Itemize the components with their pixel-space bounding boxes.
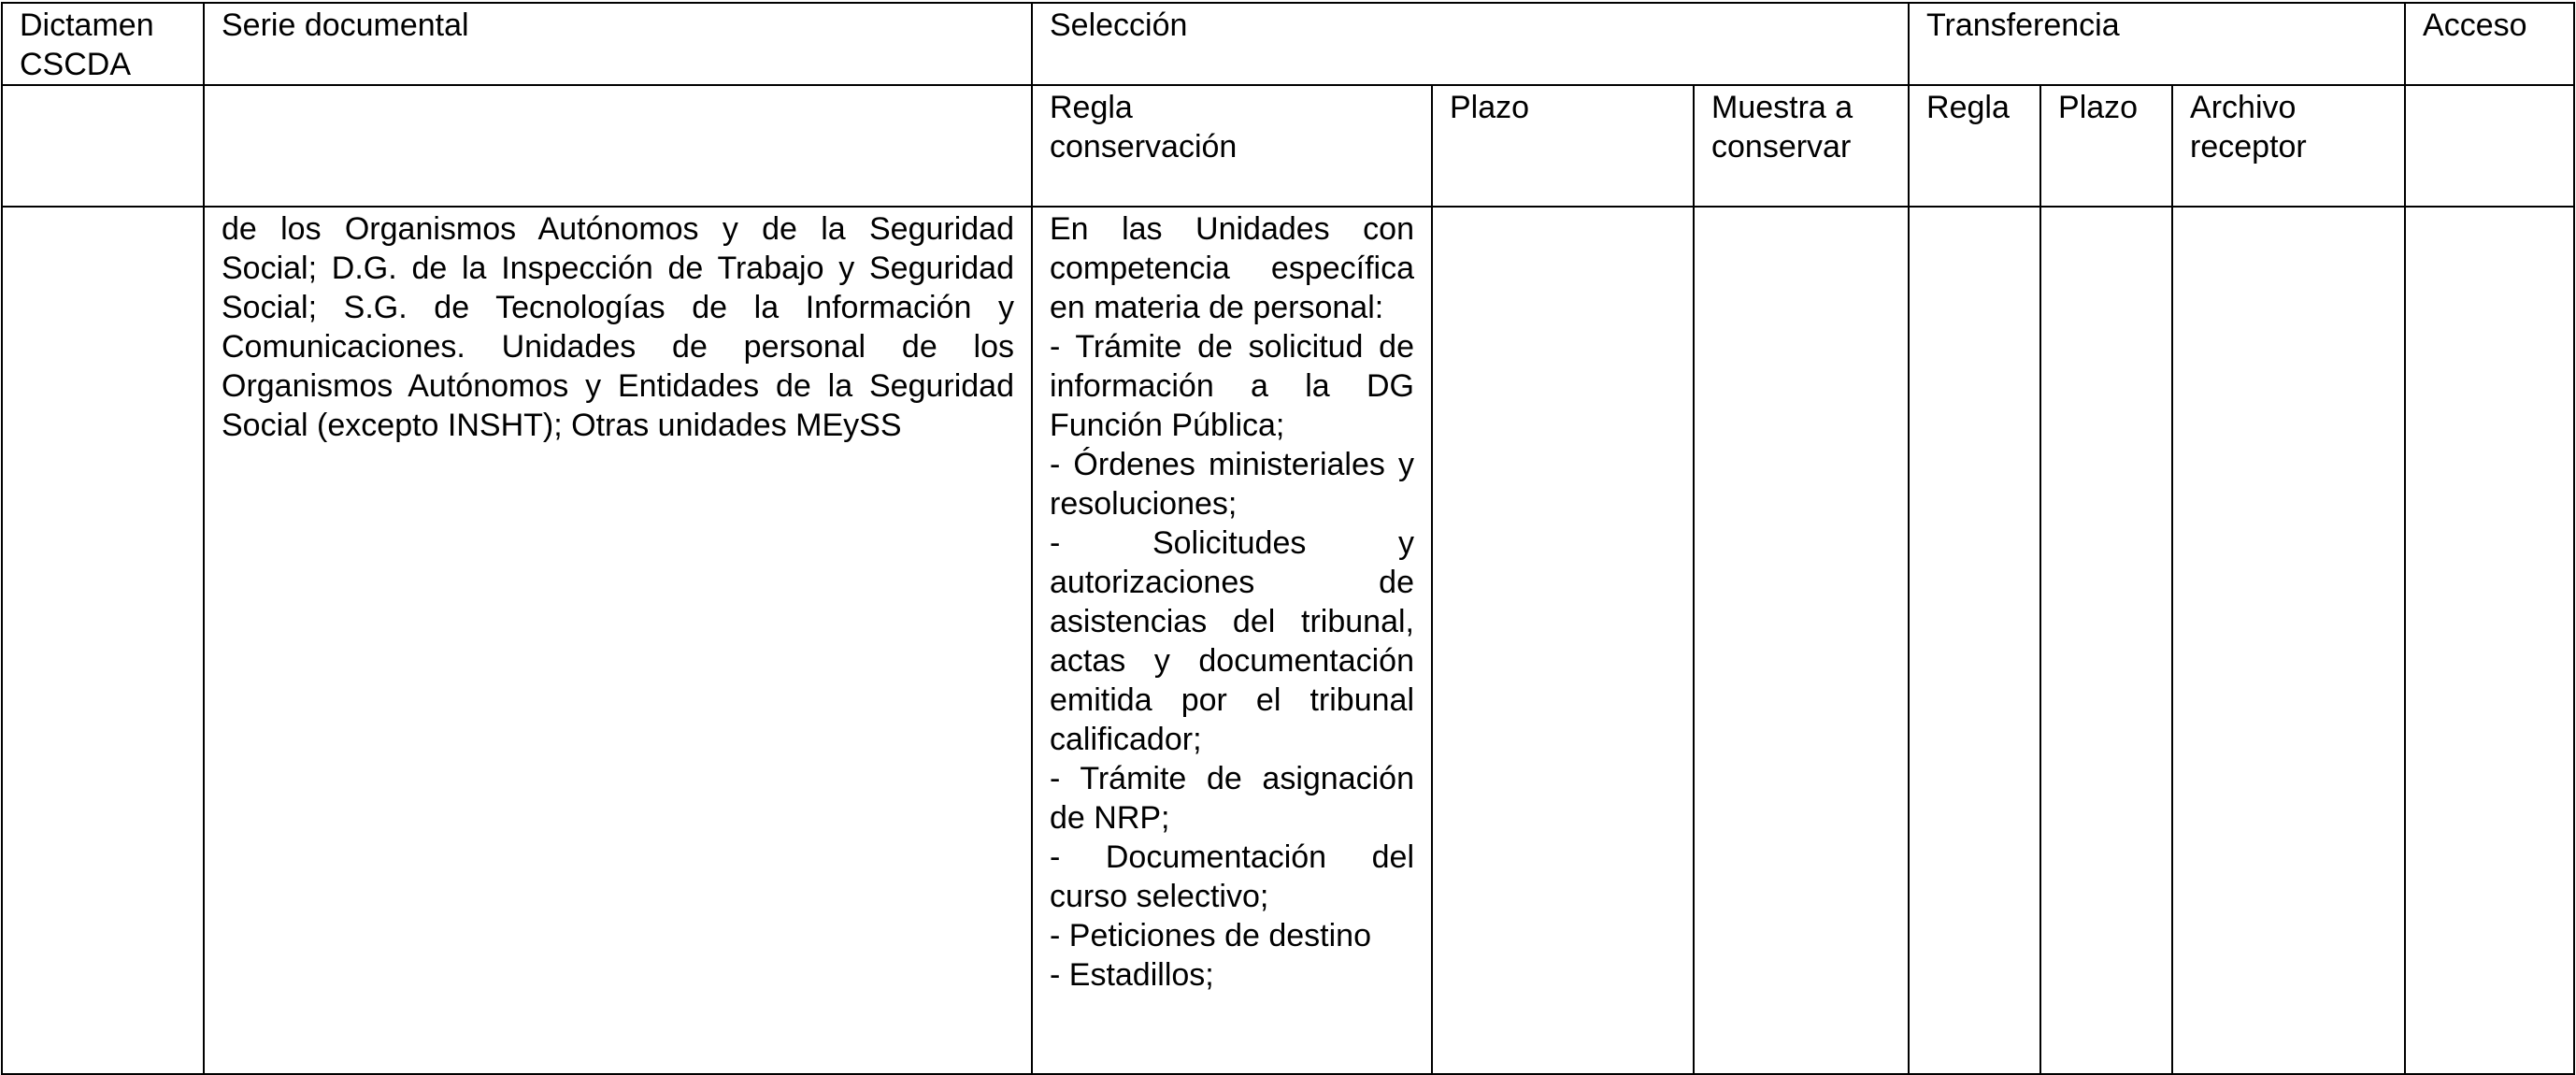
regla-item: - Peticiones de destino xyxy=(1050,918,1371,953)
subheader-muestra-conservar xyxy=(1694,85,1909,207)
header-row-2 xyxy=(2,85,2574,207)
subheader-regla-conservacion-label: Regla conservación xyxy=(1050,90,1238,165)
subheader-plazo-transferencia xyxy=(2040,85,2172,207)
regla-item: - Trámite de asignación de NRP; xyxy=(1050,761,1414,836)
records-table xyxy=(1,2,2575,1075)
subheader-plazo-transferencia-label: Plazo xyxy=(2058,90,2139,125)
body-plazo-seleccion-cell xyxy=(1432,207,1694,1074)
header-dictamen-cscda xyxy=(2,3,204,85)
body-plazo-transferencia-cell xyxy=(2040,207,2172,1074)
regla-item: En las Unidades con competencia específica en materia de personal: xyxy=(1050,211,1414,325)
header-transferencia-label: Transferencia xyxy=(1926,7,2120,43)
body-archivo-receptor-cell xyxy=(2172,207,2405,1074)
subheader-regla-transferencia-label: Regla xyxy=(1926,90,2010,125)
subheader-empty-dictamen xyxy=(2,85,204,207)
subheader-regla-conservacion xyxy=(1032,85,1432,207)
regla-item: - Trámite de solicitud de información a la DG Función Pública; xyxy=(1050,329,1414,443)
subheader-archivo-receptor xyxy=(2172,85,2405,207)
regla-item: - Documentación del curso selectivo; xyxy=(1050,839,1414,914)
subheader-empty-serie xyxy=(204,85,1032,207)
subheader-regla-transferencia xyxy=(1909,85,2040,207)
header-seleccion-label: Selección xyxy=(1050,7,1188,43)
body-regla-cell xyxy=(1032,207,1432,1074)
subheader-archivo-receptor-label: Archivo receptor xyxy=(2190,90,2307,165)
regla-item: - Órdenes ministeriales y resoluciones; xyxy=(1050,447,1414,522)
subheader-plazo-seleccion xyxy=(1432,85,1694,207)
subheader-muestra-label: Muestra a conservar xyxy=(1711,90,1853,165)
header-seleccion xyxy=(1032,3,1909,85)
serie-text: de los Organismos Autónomos y de la Seguridad Social; D.G. de la Inspección de Trabajo y Seguridad Social; S.G. de Tecnologías de la Información y Comunicaciones. Unidades de personal de los Organismos Autónomos y Entidades de la Seguridad Social (excepto INSHT); Otras unidades MEySS xyxy=(222,211,1014,443)
header-serie-label: Serie documental xyxy=(222,7,469,43)
body-serie-cell xyxy=(204,207,1032,1074)
body-dictamen-cell xyxy=(2,207,204,1074)
body-row xyxy=(2,207,2574,1074)
header-dictamen-label: Dictamen CSCDA xyxy=(20,7,154,82)
header-serie-documental xyxy=(204,3,1032,85)
subheader-plazo-seleccion-label: Plazo xyxy=(1450,90,1530,125)
header-row-1 xyxy=(2,3,2574,85)
body-regla-transferencia-cell xyxy=(1909,207,2040,1074)
regla-item: - Estadillos; xyxy=(1050,957,1214,993)
regla-item: - Solicitudes y autorizaciones de asistencias del tribunal, actas y documentación emitida por el tribunal calificador; xyxy=(1050,525,1414,757)
subheader-empty-acceso xyxy=(2405,85,2574,207)
header-transferencia xyxy=(1909,3,2405,85)
body-muestra-cell xyxy=(1694,207,1909,1074)
header-acceso-label: Acceso xyxy=(2423,7,2527,43)
body-acceso-cell xyxy=(2405,207,2574,1074)
header-acceso xyxy=(2405,3,2574,85)
